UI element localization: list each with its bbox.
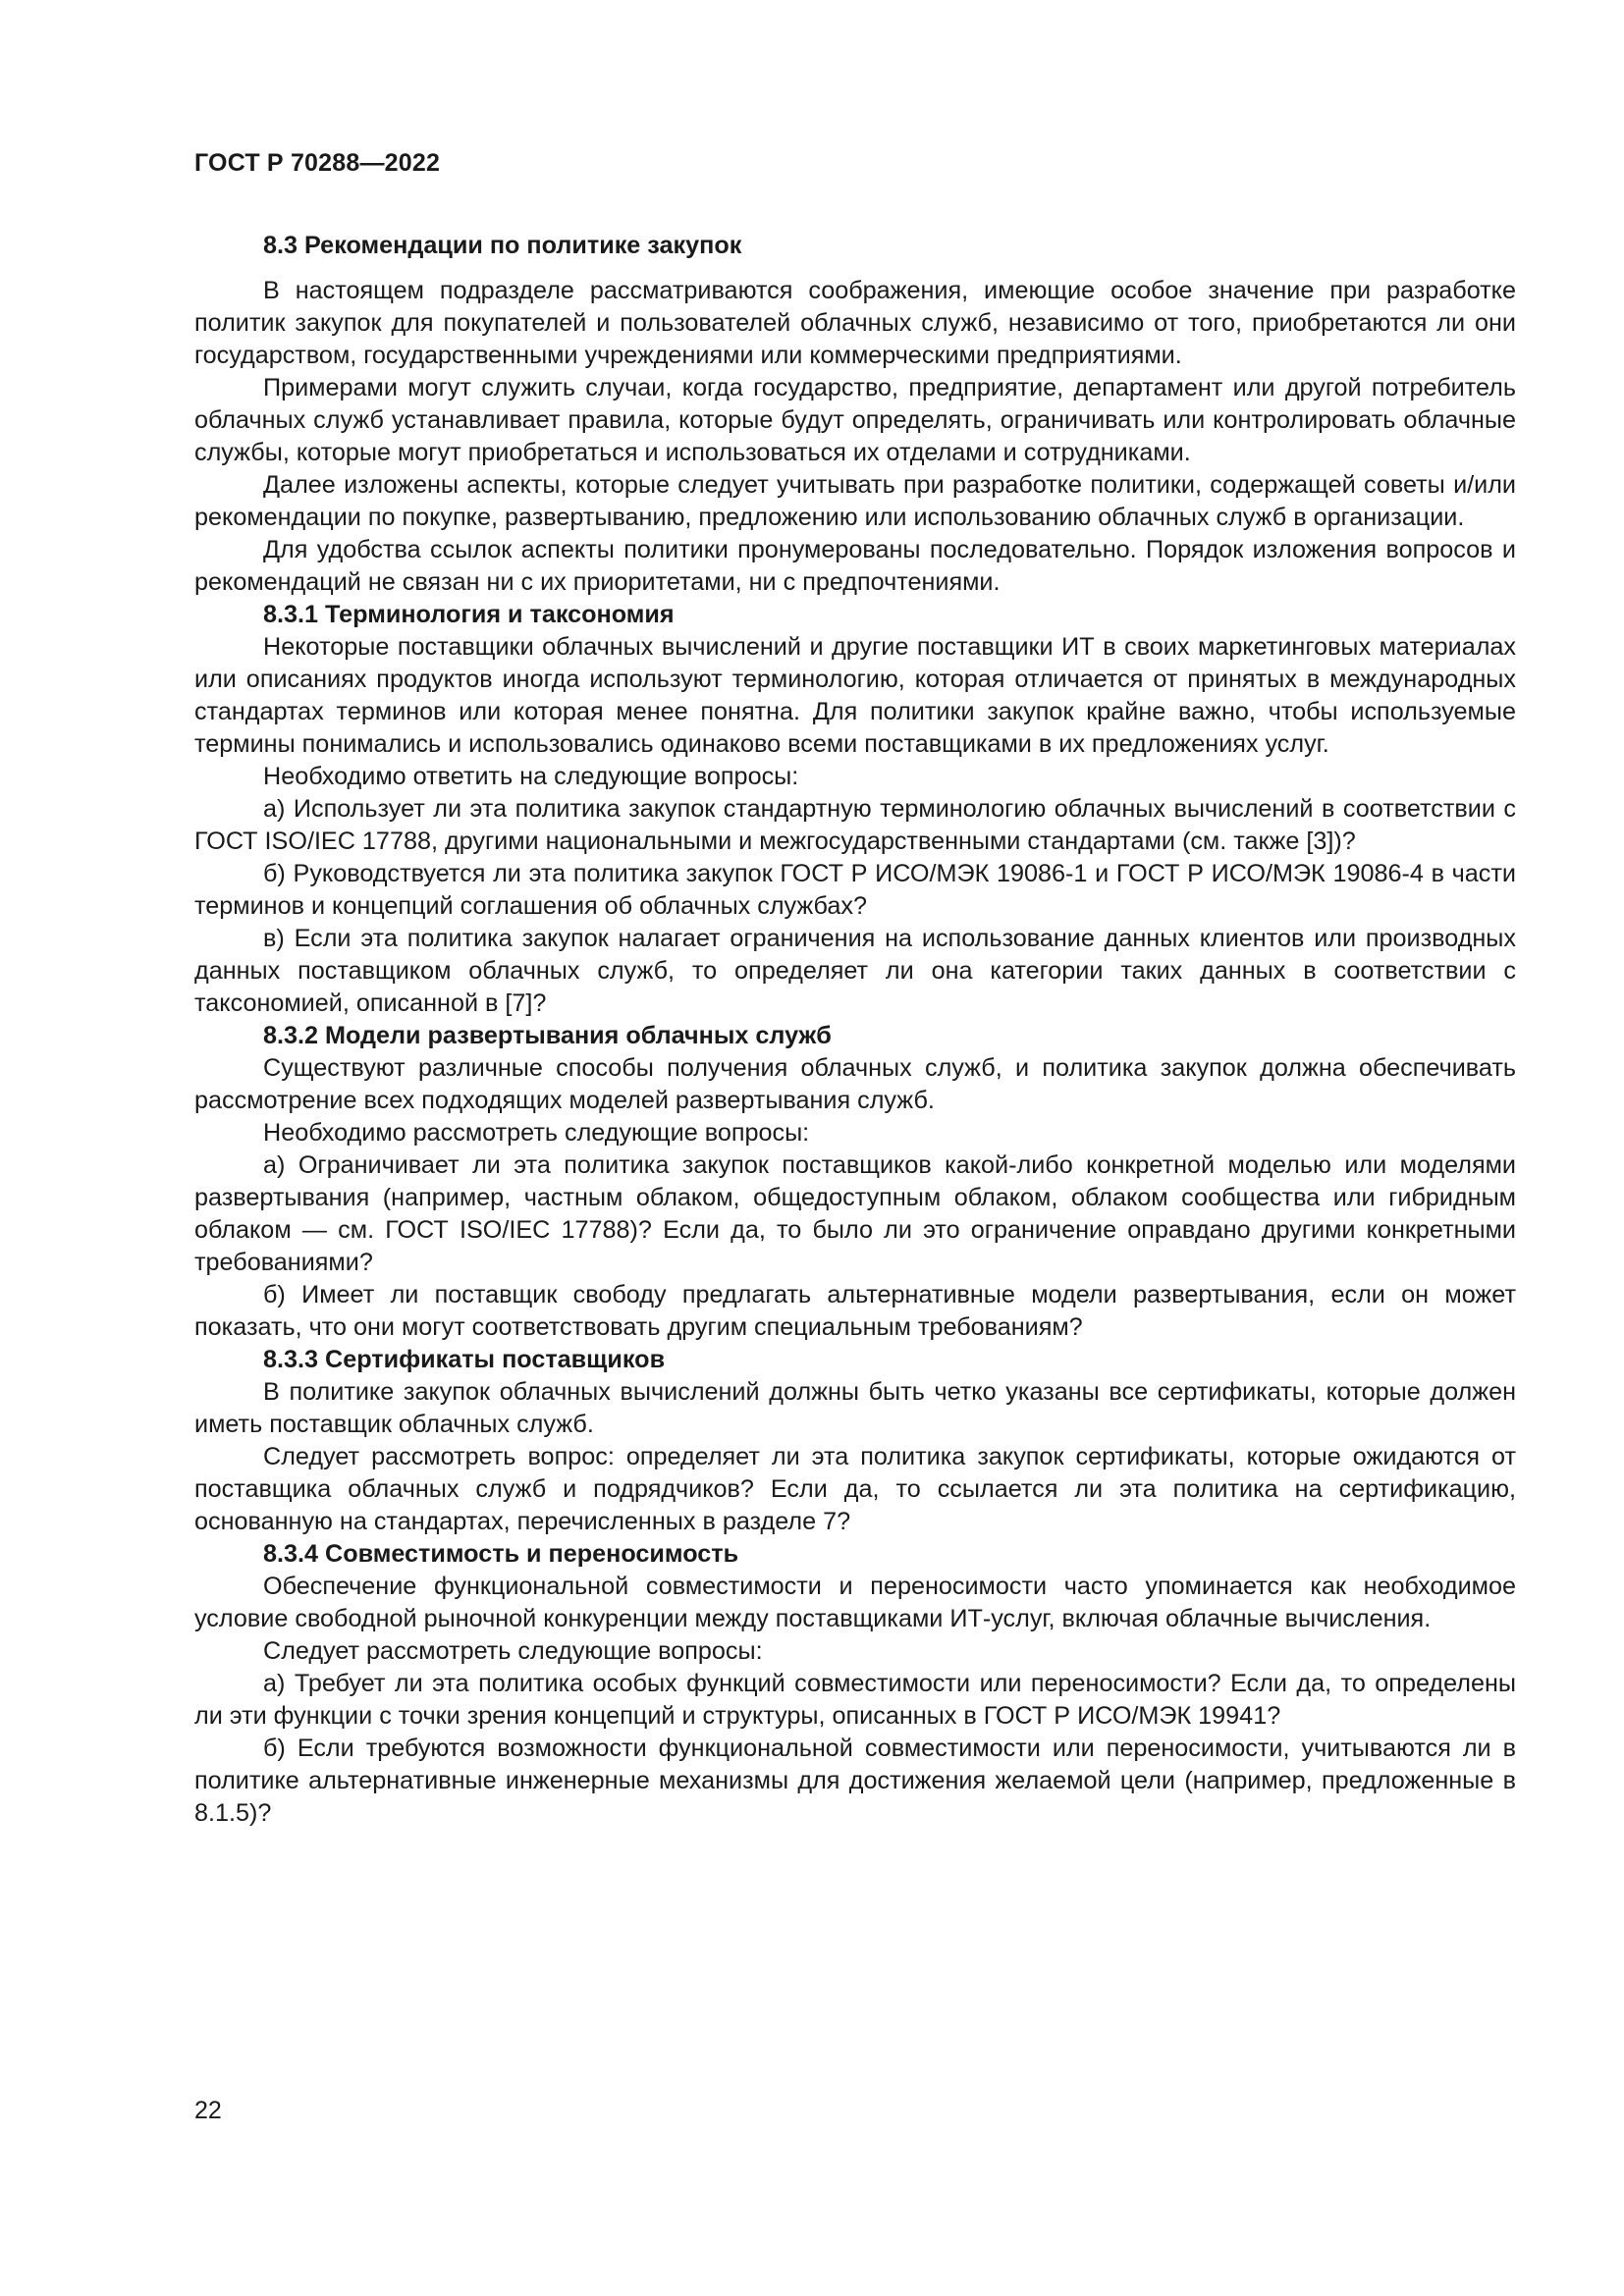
subsection-heading: 8.3.3 Сертификаты поставщиков [263,1346,666,1373]
paragraph: Для удобства ссылок аспекты политики пронумерованы последовательно. Порядок изложения вопросов и рекомендаций не связан ни с их приоритетами, ни с предпочтениями. [194,536,1516,596]
subsection-heading: 8.3.2 Модели развертывания облачных служб [263,1022,832,1049]
document-body [194,230,1516,1830]
paragraph: Обеспечение функциональной совместимости и переносимости часто упоминается как необходимое условие свободной рыночной конкуренции между поставщиками ИТ-услуг, включая облачные вычисления. [194,1573,1516,1632]
paragraph: Следует рассмотреть следующие вопросы: [263,1637,763,1665]
paragraph: Следует рассмотреть вопрос: определяет ли эта политика закупок сертификаты, которые ожидаются от поставщика облачных служб и подрядчиков? Если да, то ссылается ли эта политика на сертификацию, основанную на стандартах, перечисленных в разделе 7? [194,1443,1516,1535]
subsection-heading: 8.3.4 Совместимость и переносимость [263,1540,739,1568]
paragraph: В настоящем подразделе рассматриваются соображения, имеющие особое значение при разработке политик закупок для покупателей и пользователей облачных служб, независимо от того, приобретаются ли они государством, государственными учреждениями или коммерческими предприятиями. [194,277,1516,369]
page-number: 22 [194,2097,222,2124]
list-item: б) Имеет ли поставщик свободу предлагать альтернативные модели развертывания, если он может показать, что они могут соответствовать другим специальным требованиям? [194,1281,1516,1341]
paragraph: Необходимо рассмотреть следующие вопросы: [263,1119,810,1147]
paragraph: Далее изложены аспекты, которые следует учитывать при разработке политики, содержащей советы и/или рекомендации по покупке, развертыванию, предложению или использованию облачных служб в организации. [194,471,1516,531]
document-header: ГОСТ Р 70288—2022 [194,149,441,177]
paragraph: Необходимо ответить на следующие вопросы: [263,763,799,790]
list-item: а) Требует ли эта политика особых функций совместимости или переносимости? Если да, то определены ли эти функции с точки зрения концепций и структуры, описанных в ГОСТ Р ИСО/МЭК 19941? [194,1670,1516,1730]
paragraph: В политике закупок облачных вычислений должны быть четко указаны все сертификаты, которые должен иметь поставщик облачных служб. [194,1378,1516,1438]
list-item: б) Руководствуется ли эта политика закупок ГОСТ Р ИСО/МЭК 19086-1 и ГОСТ Р ИСО/МЭК 19086-4 в части терминов и концепций соглашения об облачных службах? [194,860,1516,920]
paragraph: Существуют различные способы получения облачных служб, и политика закупок должна обеспечивать рассмотрение всех подходящих моделей развертывания служб. [194,1054,1516,1114]
list-item: б) Если требуются возможности функциональной совместимости или переносимости, учитываются ли в политике альтернативные инженерные механизмы для достижения желаемой цели (например, предложенные в 8.1.5)? [194,1735,1516,1827]
list-item: а) Ограничивает ли эта политика закупок поставщиков какой-либо конкретной моделью или моделями развертывания (например, частным облаком, общедоступным облаком, облаком сообщества или гибридным облаком — см. ГОСТ ISO/IEC 17788)? Если да, то было ли это ограничение оправдано другими конкретными требованиями? [194,1151,1516,1276]
paragraph: Некоторые поставщики облачных вычислений и другие поставщики ИТ в своих маркетинговых материалах или описаниях продуктов иногда используют терминологию, которая отличается от принятых в международных стандартах терминов или которая менее понятна. Для политики закупок крайне важно, чтобы используемые термины понимались и использовались одинаково всеми поставщиками в их предложениях услуг. [194,633,1516,758]
list-item: а) Использует ли эта политика закупок стандартную терминологию облачных вычислений в соответствии с ГОСТ ISO/IEC 17788, другими национальными и межгосударственными стандартами (см. также [3])? [194,795,1516,855]
list-item: в) Если эта политика закупок налагает ограничения на использование данных клиентов или производных данных поставщиком облачных служб, то определяет ли она категории таких данных в соответствии с таксономией, описанной в [7]? [194,925,1516,1017]
section-heading: 8.3 Рекомендации по политике закупок [263,232,742,259]
paragraph: Примерами могут служить случаи, когда государство, предприятие, департамент или другой потребитель облачных служб устанавливает правила, которые будут определять, ограничивать или контролировать облачные службы, которые могут приобретаться и использоваться их отделами и сотрудниками. [194,374,1516,466]
subsection-heading: 8.3.1 Терминология и таксономия [263,601,675,628]
